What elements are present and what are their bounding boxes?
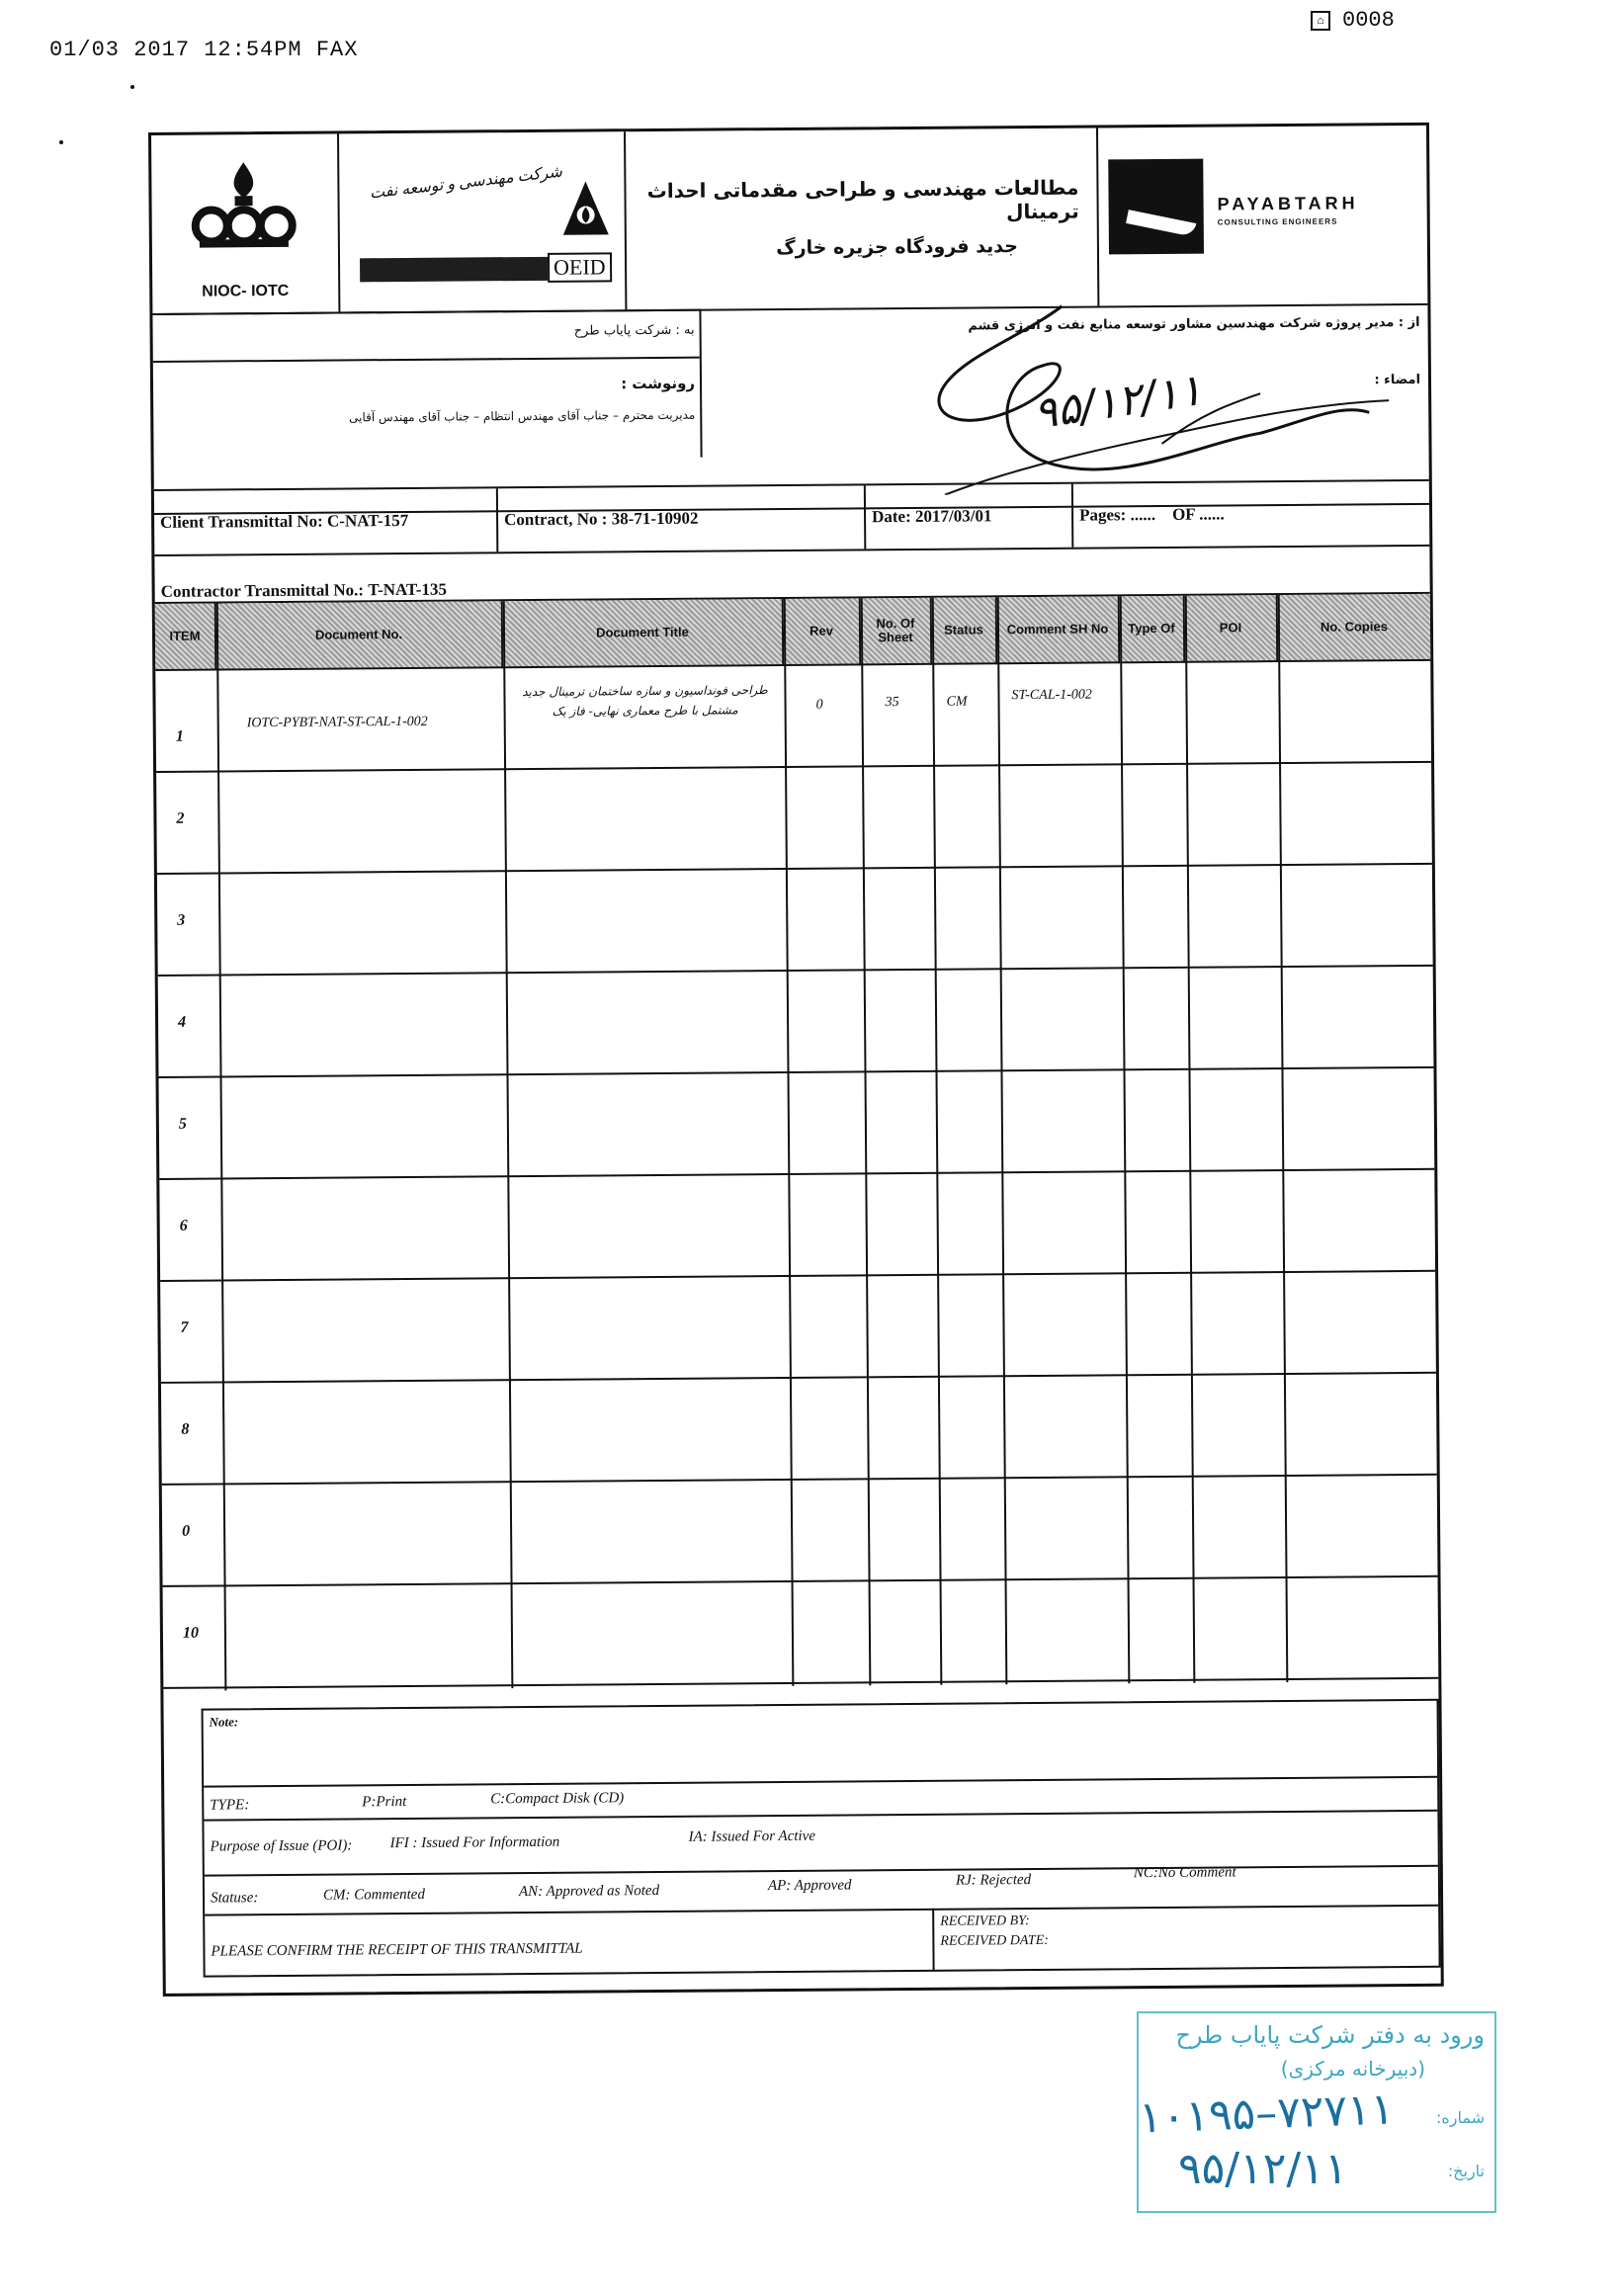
from-line: از : مدیر پروژه شرکت مهندسین مشاور توسعه منابع نفت و انرژی قشم xyxy=(968,314,1420,334)
status-code: CM xyxy=(946,694,968,710)
divider xyxy=(153,357,700,363)
oeid-logo-icon xyxy=(558,177,612,238)
oeid-logo-cell xyxy=(337,131,627,311)
client-transmittal-label: Client Transmittal No: xyxy=(160,511,323,532)
payabtarh-logo-icon xyxy=(1108,159,1204,255)
pages-label: Pages: ...... xyxy=(1078,505,1156,525)
receipt-stamp xyxy=(1137,2011,1496,2213)
form-header xyxy=(151,126,1427,315)
divider xyxy=(932,1909,935,1972)
item-number: 0 xyxy=(182,1522,191,1540)
table-row xyxy=(160,1272,1436,1384)
table-row xyxy=(162,1476,1438,1587)
type-label: TYPE: xyxy=(210,1797,250,1814)
column-header-sheets: No. Of Sheet xyxy=(861,598,933,666)
cc-label: رونوشت : xyxy=(621,374,696,393)
divider xyxy=(205,1905,1438,1916)
divider xyxy=(204,1776,1437,1788)
of-label: OF ...... xyxy=(1171,504,1225,524)
fax-header: 01/03 2017 12:54PM FAX xyxy=(49,38,359,62)
table-row xyxy=(158,967,1434,1078)
signature-label: امضاء : xyxy=(1374,372,1421,388)
contract-cell xyxy=(498,485,866,552)
divider xyxy=(699,309,702,458)
handwritten-date: ۹۵/۱۲/۱۱ xyxy=(1030,364,1206,440)
table-row xyxy=(161,1374,1437,1486)
project-title-line1: مطالعات مهندسی و طراحی مقدماتی احداث ترمینال xyxy=(646,175,1079,224)
stamp-number-label: شماره: xyxy=(1435,2108,1485,2127)
item-number: 7 xyxy=(180,1318,189,1336)
cc-text: مدیریت محترم – جناب آقای مهندس انتظام – جناب آقای مهندس آقایی xyxy=(349,407,696,425)
received-date: RECEIVED DATE: xyxy=(940,1932,1049,1949)
status-rj: RJ: Rejected xyxy=(955,1872,1032,1889)
item-number: 5 xyxy=(178,1115,187,1133)
column-header-rev: Rev xyxy=(784,598,862,666)
status-ap: AP: Approved xyxy=(767,1877,852,1895)
nioc-logo-icon xyxy=(189,156,298,256)
status-an: AN: Approved as Noted xyxy=(518,1882,660,1901)
table-row xyxy=(163,1577,1439,1689)
status-label: Statuse: xyxy=(210,1890,259,1907)
column-header-comment-sh: Comment SH No xyxy=(997,596,1121,664)
column-header-copies: No. Copies xyxy=(1278,594,1431,662)
to-line: به : شرکت پایاب طرح xyxy=(573,322,695,339)
column-header-item: ITEM xyxy=(155,603,217,670)
oeid-script-text: شرکت مهندسی و توسعه نفت xyxy=(369,163,563,203)
column-header-poi: POI xyxy=(1185,595,1279,663)
confirm-receipt-text: PLEASE CONFIRM THE RECEIPT OF THIS TRANSMITTAL xyxy=(211,1940,583,1960)
stamp-date-label: تاریخ: xyxy=(1447,2162,1485,2180)
project-title-cell xyxy=(624,128,1099,309)
table-row xyxy=(157,865,1433,977)
type-cd: C:Compact Disk (CD) xyxy=(490,1790,625,1808)
speck xyxy=(59,140,63,144)
status-nc: NC:No Comment xyxy=(1133,1864,1236,1882)
document-number: IOTC-PYBT-NAT-ST-CAL-1-002 xyxy=(246,714,428,731)
table-row xyxy=(155,661,1431,773)
fax-page-icon: ⌂ xyxy=(1311,11,1330,31)
table-row xyxy=(159,1170,1435,1282)
table-row xyxy=(156,763,1432,875)
stamp-date-value: ۹۵/۱۲/۱۱ xyxy=(1178,2144,1348,2194)
fax-page-number: 0008 xyxy=(1342,8,1395,33)
payabtarh-subtitle: CONSULTING ENGINEERS xyxy=(1217,216,1338,227)
divider xyxy=(205,1865,1438,1877)
item-number: 6 xyxy=(179,1217,188,1234)
contract-value: 38-71-10902 xyxy=(611,508,699,529)
column-header-document-no: Document No. xyxy=(216,601,504,670)
notes-legend-block xyxy=(202,1699,1441,1978)
project-title-line2: جدید فرودگاه جزیره خارگ xyxy=(776,235,1019,260)
column-header-status: Status xyxy=(932,597,998,665)
item-number: 4 xyxy=(178,1013,187,1031)
document-table xyxy=(155,592,1439,1691)
contractor-transmittal-label: Contractor Transmittal No.: xyxy=(160,580,365,601)
client-transmittal-cell xyxy=(154,488,498,554)
fax-page-indicator xyxy=(1311,8,1395,33)
column-header-type: Type Of xyxy=(1120,596,1186,664)
date-label: Date: xyxy=(872,506,911,527)
payabtarh-name: PAYABTARH xyxy=(1217,193,1359,214)
stamp-line2: (دبیرخانه مرکزی) xyxy=(1280,2057,1425,2081)
date-value: 2017/03/01 xyxy=(914,506,992,526)
item-number: 1 xyxy=(175,727,184,745)
item-number: 10 xyxy=(182,1624,199,1642)
item-number: 2 xyxy=(176,809,185,827)
column-header-document-title: Document Title xyxy=(503,599,785,668)
stamp-number-value: ۱۰۱۹۵–۷۲۷۱۱ xyxy=(1138,2083,1396,2144)
received-by: RECEIVED BY: xyxy=(940,1913,1030,1929)
revision: 0 xyxy=(815,697,823,713)
poi-ifi: IFI : Issued For Information xyxy=(389,1833,560,1852)
date-cell xyxy=(866,484,1073,550)
contractor-transmittal-value: T-NAT-135 xyxy=(368,579,448,600)
nioc-label: NIOC- IOTC xyxy=(202,282,290,300)
oeid-label: OEID xyxy=(548,252,612,283)
status-cm: CM: Commented xyxy=(322,1886,425,1904)
item-number: 3 xyxy=(177,911,186,929)
pages-cell xyxy=(1073,481,1429,548)
payabtarh-logo-cell xyxy=(1096,126,1427,306)
type-print: P:Print xyxy=(362,1794,407,1811)
sheet-count: 35 xyxy=(885,695,899,711)
nioc-logo-cell xyxy=(151,133,340,312)
client-transmittal-value: C-NAT-157 xyxy=(326,510,409,531)
document-title: طراحی فونداسیون و سازه ساختمان ترمینال جدید مشتمل با طرح معماری نهایی- فاز یک xyxy=(522,683,768,720)
divider xyxy=(204,1810,1437,1822)
poi-ia: IA: Issued For Active xyxy=(688,1828,816,1845)
item-number: 8 xyxy=(181,1420,190,1438)
note-label: Note: xyxy=(209,1714,239,1730)
poi-label: Purpose of Issue (POI): xyxy=(210,1837,353,1855)
table-row xyxy=(159,1068,1435,1180)
redaction-bar xyxy=(360,257,548,282)
transmittal-form xyxy=(148,123,1444,1997)
speck xyxy=(130,85,134,89)
contract-label: Contract, No : xyxy=(504,509,608,530)
stamp-line1: ورود به دفتر شرکت پایاب طرح xyxy=(1175,2021,1485,2049)
comment-sheet-no: ST-CAL-1-002 xyxy=(1011,687,1092,704)
